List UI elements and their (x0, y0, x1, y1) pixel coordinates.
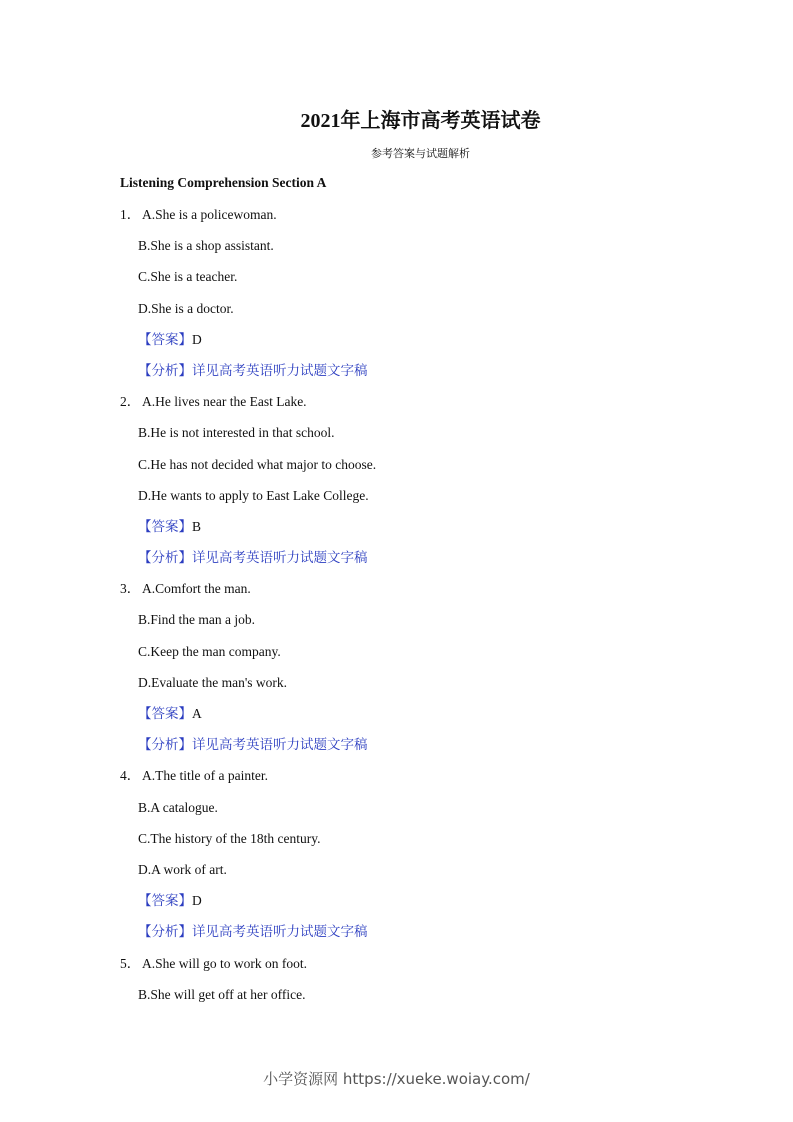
page-title: 2021年上海市高考英语试卷 (300, 110, 541, 132)
analysis-text: 详见高考英语听力试题文字稿 (192, 737, 368, 753)
answer-value: D (192, 331, 202, 347)
option-text: B.A catalogue. (138, 799, 218, 815)
option-line (120, 760, 376, 791)
option-text: B.Find the man a job. (138, 612, 255, 628)
option-line (120, 854, 376, 885)
option-line (120, 261, 376, 292)
option-line (120, 293, 376, 324)
footer-watermark: 小学资源网 https://xueke.woiay.com/ (263, 1070, 530, 1088)
analysis-text: 详见高考英语听力试题文字稿 (192, 362, 368, 378)
option-line (120, 230, 376, 261)
option-text: A.She will go to work on foot. (142, 955, 307, 971)
analysis-line (120, 729, 376, 760)
analysis-tag: 【分析】 (138, 924, 192, 940)
option-line (120, 480, 376, 511)
option-line (120, 386, 376, 417)
option-text: D.He wants to apply to East Lake College. (138, 487, 369, 503)
question-number: 4． (120, 768, 141, 784)
page-subtitle: 参考答案与试题解析 (371, 147, 470, 160)
option-line (120, 199, 376, 230)
answer-tag: 【答案】 (138, 331, 192, 347)
option-text: C.The history of the 18th century. (138, 830, 321, 846)
analysis-line (120, 355, 376, 386)
answer-line (120, 885, 376, 916)
analysis-text: 详见高考英语听力试题文字稿 (192, 550, 368, 566)
option-line (120, 636, 376, 667)
question-number: 5． (120, 955, 141, 971)
answer-line (120, 324, 376, 355)
option-text: D.A work of art. (138, 861, 227, 877)
question-number: 1． (120, 207, 141, 222)
analysis-tag: 【分析】 (138, 362, 192, 378)
option-text: A.The title of a painter. (142, 768, 268, 784)
option-text: A.He lives near the East Lake. (142, 394, 307, 410)
option-text: D.Evaluate the man's work. (138, 674, 288, 690)
option-text: C.She is a teacher. (138, 269, 238, 285)
answer-value: D (192, 893, 202, 909)
option-text: A.Comfort the man. (142, 581, 251, 597)
answer-tag: 【答案】 (138, 518, 192, 534)
option-text: B.He is not interested in that school. (138, 425, 335, 441)
analysis-line (120, 542, 376, 573)
option-line (120, 792, 376, 823)
option-line (120, 449, 376, 480)
question-list (120, 199, 376, 1010)
option-line (120, 979, 376, 1010)
question-number: 2． (120, 394, 141, 410)
option-line (120, 667, 376, 698)
analysis-line (120, 916, 376, 947)
option-line (120, 417, 376, 448)
option-line (120, 948, 376, 979)
answer-line (120, 511, 376, 542)
option-text: A.She is a policewoman. (142, 207, 277, 222)
option-text: B.She will get off at her office. (138, 986, 306, 1002)
answer-value: A (192, 706, 202, 721)
option-text: C.He has not decided what major to choose. (138, 456, 377, 472)
option-line (120, 604, 376, 635)
analysis-text: 详见高考英语听力试题文字稿 (192, 924, 368, 940)
analysis-tag: 【分析】 (138, 737, 192, 753)
option-text: C.Keep the man company. (138, 643, 281, 659)
question-number: 3． (120, 581, 141, 597)
analysis-tag: 【分析】 (138, 550, 192, 566)
option-text: D.She is a doctor. (138, 300, 234, 316)
answer-tag: 【答案】 (138, 706, 192, 721)
option-text: B.She is a shop assistant. (138, 238, 274, 254)
answer-line (120, 698, 376, 729)
answer-tag: 【答案】 (138, 893, 192, 909)
option-line (120, 823, 376, 854)
section-heading: Listening Comprehension Section A (120, 175, 327, 190)
answer-value: B (192, 518, 202, 534)
option-line (120, 573, 376, 604)
